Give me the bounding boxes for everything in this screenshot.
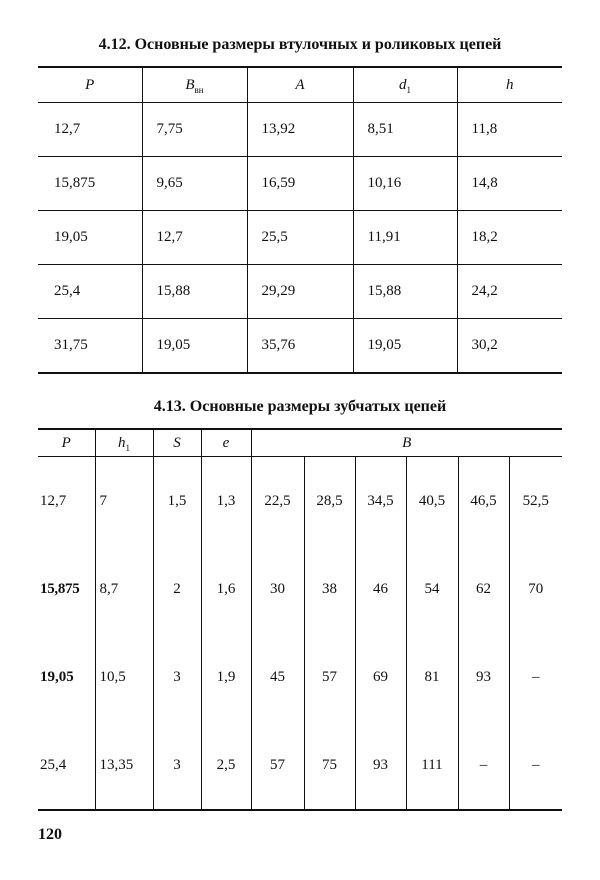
table-cell: 10,5 — [95, 633, 153, 721]
table-cell: 15,88 — [353, 265, 457, 319]
table-cell: 19,05 — [40, 668, 74, 685]
table-cell: 46 — [355, 545, 406, 633]
table-cell: 93 — [458, 633, 509, 721]
table-cell: 18,2 — [457, 211, 562, 265]
table-cell: 7 — [95, 457, 153, 546]
table-row — [38, 103, 562, 157]
table-cell: – — [509, 721, 562, 810]
header-b: B — [251, 429, 562, 457]
table-row — [38, 319, 562, 374]
table-cell: 81 — [406, 633, 458, 721]
table-cell: 13,35 — [95, 721, 153, 810]
table-cell: 24,2 — [457, 265, 562, 319]
table-cell: 1,3 — [201, 457, 251, 546]
table-cell: 75 — [304, 721, 355, 810]
header-e: e — [201, 429, 251, 457]
table-cell: 11,8 — [457, 103, 562, 157]
table-cell: 9,65 — [142, 157, 247, 211]
table-4-13 — [38, 428, 562, 811]
table-cell: 19,05 — [38, 211, 142, 265]
header-h: h — [457, 67, 562, 103]
table-cell: 30,2 — [457, 319, 562, 374]
table-cell: 46,5 — [458, 457, 509, 546]
table-cell: 2,5 — [201, 721, 251, 810]
table-cell: 22,5 — [251, 457, 304, 546]
table-cell: 52,5 — [509, 457, 562, 546]
header-d1 — [353, 67, 457, 103]
table-cell: 3 — [153, 633, 201, 721]
table-cell: 45 — [251, 633, 304, 721]
table-cell: 1,6 — [201, 545, 251, 633]
header-d-subscript: 1 — [406, 84, 411, 95]
table-header-row — [38, 429, 562, 457]
table-cell: 35,76 — [247, 319, 353, 374]
table-cell: 14,8 — [457, 157, 562, 211]
table-cell: 54 — [406, 545, 458, 633]
table-row — [38, 211, 562, 265]
table-header-row — [38, 67, 562, 103]
table-cell: 70 — [509, 545, 562, 633]
table-cell: 8,51 — [353, 103, 457, 157]
table-cell: 31,75 — [38, 319, 142, 374]
table-cell: 1,9 — [201, 633, 251, 721]
header-s: S — [153, 429, 201, 457]
header-h-letter: h — [118, 434, 126, 451]
table-4-12-title: 4.12. Основные размеры втулочных и роликовых цепей — [98, 36, 502, 53]
table-row — [38, 265, 562, 319]
table-cell: 3 — [153, 721, 201, 810]
header-d-letter: d — [399, 76, 407, 93]
page-number: 120 — [38, 826, 62, 843]
table-cell: 11,91 — [353, 211, 457, 265]
table-cell: 57 — [304, 633, 355, 721]
table-cell: 15,88 — [142, 265, 247, 319]
table-cell: 12,7 — [38, 103, 142, 157]
table-cell: 25,5 — [247, 211, 353, 265]
header-a: A — [247, 67, 353, 103]
table-cell: 12,7 — [142, 211, 247, 265]
table-4-12 — [38, 66, 562, 374]
table-cell: 62 — [458, 545, 509, 633]
table-cell: 38 — [304, 545, 355, 633]
table-cell: 1,5 — [153, 457, 201, 546]
header-b-letter: B — [185, 76, 195, 93]
table-row — [38, 545, 562, 633]
table-row — [38, 721, 562, 810]
table-row — [38, 457, 562, 546]
table-cell: 25,4 — [38, 265, 142, 319]
table-cell: 34,5 — [355, 457, 406, 546]
header-h-subscript: 1 — [125, 442, 130, 453]
header-p: P — [38, 429, 95, 457]
header-b-vn — [142, 67, 247, 103]
table-cell: 15,875 — [38, 157, 142, 211]
header-b-subscript: вн — [194, 84, 204, 95]
table-cell: – — [458, 721, 509, 810]
table-cell: 29,29 — [247, 265, 353, 319]
table-cell: 30 — [251, 545, 304, 633]
table-cell: 8,7 — [95, 545, 153, 633]
table-cell: 16,59 — [247, 157, 353, 211]
table-4-13-title: 4.13. Основные размеры зубчатых цепей — [153, 398, 447, 415]
table-row — [38, 633, 562, 721]
table-row — [38, 157, 562, 211]
table-cell: 13,92 — [247, 103, 353, 157]
table-cell: – — [509, 633, 562, 721]
table-cell: 2 — [153, 545, 201, 633]
table-cell: 25,4 — [40, 756, 67, 773]
table-cell: 12,7 — [40, 492, 67, 509]
table-cell: 19,05 — [142, 319, 247, 374]
table-cell: 69 — [355, 633, 406, 721]
table-cell: 19,05 — [353, 319, 457, 374]
table-cell: 57 — [251, 721, 304, 810]
table-cell: 10,16 — [353, 157, 457, 211]
table-cell: 111 — [406, 721, 458, 810]
table-cell: 7,75 — [142, 103, 247, 157]
table-cell: 28,5 — [304, 457, 355, 546]
table-cell: 15,875 — [40, 580, 80, 597]
table-cell: 40,5 — [406, 457, 458, 546]
header-h1 — [95, 429, 153, 457]
header-p: P — [38, 67, 142, 103]
table-cell: 93 — [355, 721, 406, 810]
